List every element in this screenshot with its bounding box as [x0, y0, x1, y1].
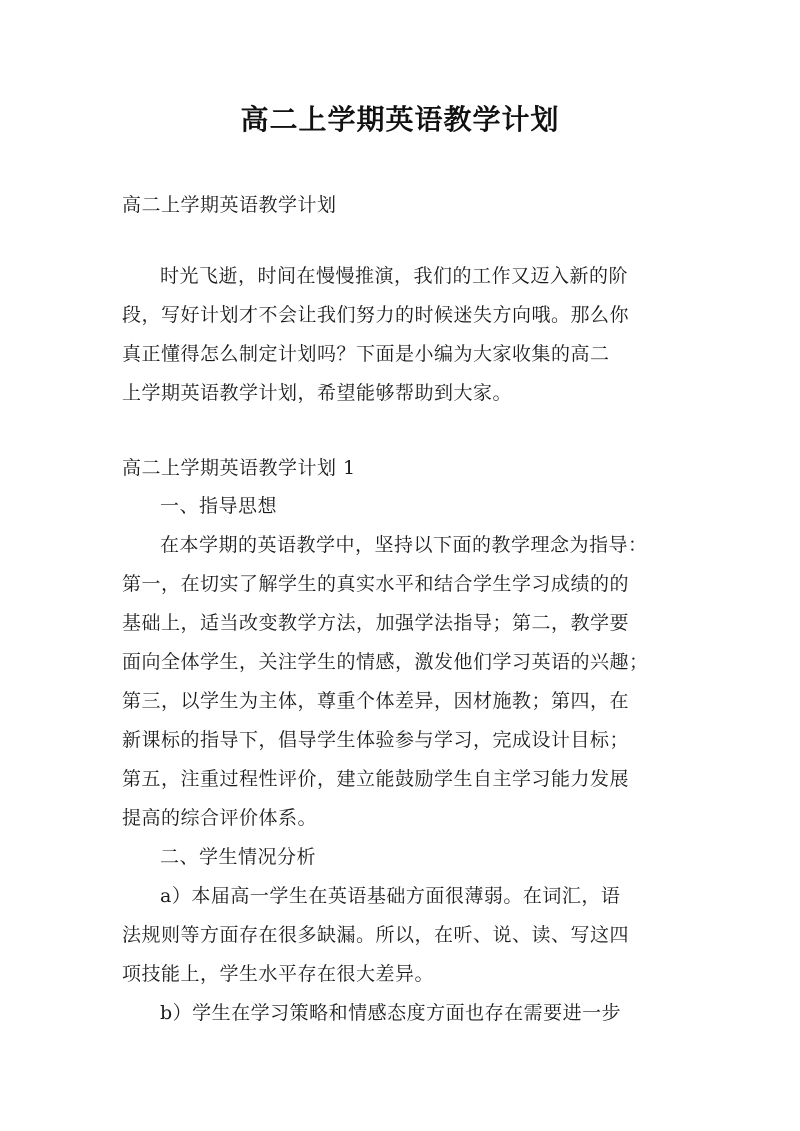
section-heading: 高二上学期英语教学计划 1 [122, 457, 356, 479]
intro-line: 上学期英语教学计划，希望能够帮助到大家。 [122, 382, 513, 404]
part2-heading: 二、学生情况分析 [160, 846, 317, 868]
part1-line: 提高的综合评价体系。 [122, 807, 318, 829]
part1-line: 第三，以学生为主体，尊重个体差异，因材施教；第四，在 [122, 690, 630, 712]
part1-heading: 一、指导思想 [160, 495, 278, 517]
intro-line: 时光飞逝，时间在慢慢推演，我们的工作又迈入新的阶 [160, 265, 629, 287]
part2-line: 项技能上，学生水平存在很大差异。 [122, 963, 435, 985]
part1-line: 基础上，适当改变教学方法，加强学法指导；第二，教学要 [122, 612, 630, 634]
part1-line: 第一，在切实了解学生的真实水平和结合学生学习成绩的的 [122, 573, 630, 595]
document-title: 高二上学期英语教学计划 [240, 103, 560, 136]
intro-line: 段，写好计划才不会让我们努力的时候迷失方向哦。那么你 [122, 304, 630, 326]
document-subtitle: 高二上学期英语教学计划 [122, 194, 337, 216]
part1-line: 在本学期的英语教学中，坚持以下面的教学理念为指导： [160, 534, 648, 556]
part2-line: b）学生在学习策略和情感态度方面也存在需要进一步 [160, 1002, 622, 1024]
part1-line: 面向全体学生，关注学生的情感，激发他们学习英语的兴趣； [122, 651, 649, 673]
part2-line: a）本届高一学生在英语基础方面很薄弱。在词汇，语 [160, 885, 621, 907]
part1-line: 第五，注重过程性评价，建立能鼓励学生自主学习能力发展 [122, 768, 630, 790]
intro-line: 真正懂得怎么制定计划吗？下面是小编为大家收集的高二 [122, 343, 610, 365]
part1-line: 新课标的指导下，倡导学生体验参与学习，完成设计目标； [122, 729, 630, 751]
part2-line: 法规则等方面存在很多缺漏。所以，在听、说、读、写这四 [122, 924, 630, 946]
